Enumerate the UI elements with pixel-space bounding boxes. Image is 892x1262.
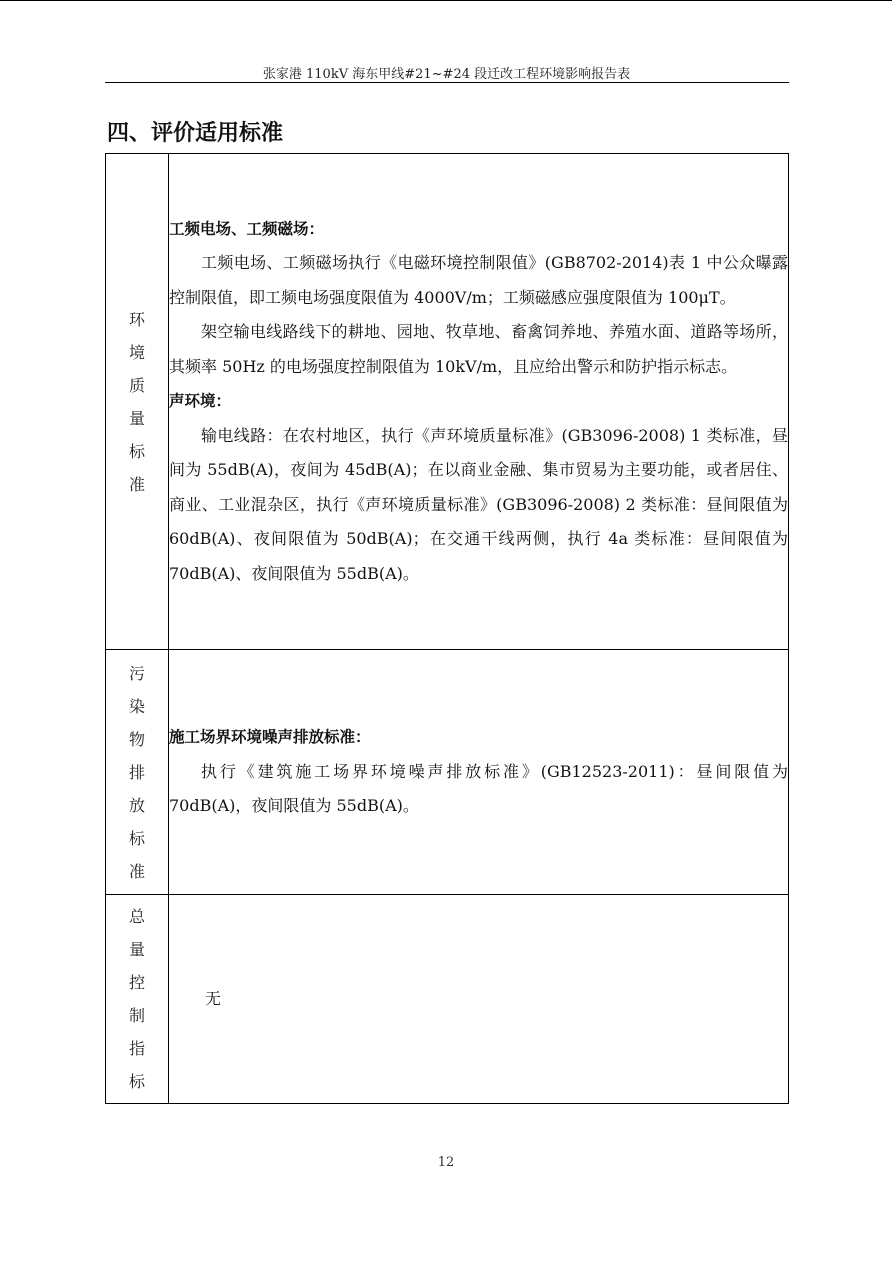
row-content-environmental-quality [169, 154, 789, 650]
row-label-pollutant-emission: 污染物排放标准 [128, 663, 145, 881]
subheading-acoustic-environment: 声环境： [169, 392, 232, 411]
header-rule [105, 82, 789, 83]
table-row-pollutant-emission [106, 650, 789, 895]
table-row-total-control [106, 895, 789, 1104]
row-label-cell [106, 650, 169, 895]
row-content-total-control [169, 895, 789, 1104]
page-header: 张家港 110kV 海东甲线#21~#24 段迁改工程环境影响报告表 [262, 67, 631, 82]
page-top-border [0, 0, 892, 1]
paragraph-noise-standards: 输电线路：在农村地区，执行《声环境质量标准》(GB3096-2008) 1 类标准，昼间为 55dB(A)，夜间为 45dB(A)；在以商业金融、集市贸易为主要功能，或者居住、商业、工业混杂区，执行《声环境质量标准》(GB3096-2008) 2 类标准：昼间限值为 60dB(A)、夜间限值为 50dB(A)；在交通干线两侧，执行 4a 类标准：昼间限值为 70dB(A)、夜间限值为 55dB(A)。 [169, 425, 788, 583]
table-row-environmental-quality [106, 154, 789, 650]
paragraph-emf-limits: 工频电场、工频磁场执行《电磁环境控制限值》(GB8702-2014)表 1 中公众曝露控制限值，即工频电场强度限值为 4000V/m；工频磁感应强度限值为 100μT。 [169, 253, 788, 307]
row-content-pollutant-emission [169, 650, 789, 895]
row-label-environmental-quality: 环境质量标准 [128, 309, 145, 494]
section-title: 四、评价适用标准 [107, 121, 284, 146]
total-control-value: 无 [205, 988, 222, 1008]
row-label-cell [106, 154, 169, 650]
row-label-total-control: 总量控制指标 [128, 907, 145, 1091]
subheading-power-frequency-fields: 工频电场、工频磁场： [169, 219, 325, 238]
standards-table [105, 153, 789, 1104]
paragraph-construction-noise: 执行《建筑施工场界环境噪声排放标准》(GB12523-2011)：昼间限值为 70dB(A)，夜间限值为 55dB(A)。 [169, 761, 788, 816]
page-number: 12 [437, 1155, 455, 1170]
subheading-construction-noise: 施工场界环境噪声排放标准： [169, 728, 371, 747]
row-label-cell [106, 895, 169, 1104]
paragraph-overhead-line-limits: 架空输电线路线下的耕地、园地、牧草地、畜禽饲养地、养殖水面、道路等场所，其频率 50Hz 的电场强度控制限值为 10kV/m，且应给出警示和防护指示标志。 [169, 322, 788, 376]
